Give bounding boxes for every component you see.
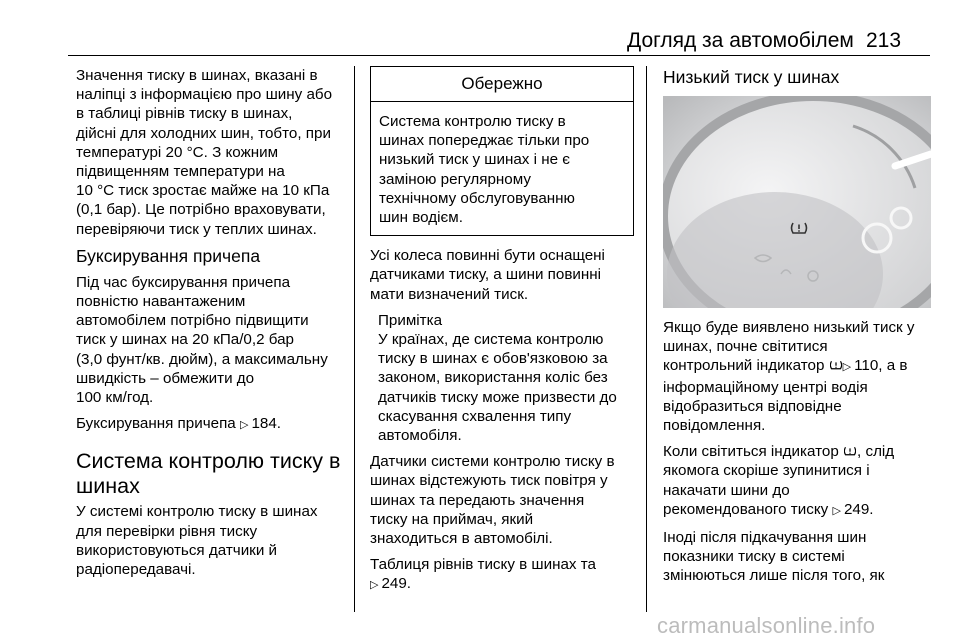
column-2	[370, 66, 634, 603]
column-1	[76, 66, 344, 586]
after-inflation-paragraph: Іноді після підкачування шин показники тиску в системі змінюються лише після того, як	[663, 529, 885, 585]
column-separator-1	[354, 66, 355, 612]
sensors-paragraph: Усі колеса повинні бути оснащені датчиками тиску, а шини повинні мати визначений тиск.	[370, 247, 605, 303]
intro-paragraph: Значення тиску в шинах, вказані в наліпці з інформацією про шину або в таблиці рівнів тиску в шинах, дійсні для холодних шин, тобто, при температурі 20 °C. З кожним підвищенням температури на 10 °C тиск зростає майже на 10 кПа (0,1 бар). Це потрібно враховувати, перевіряючи тиск у теплих шинах.	[76, 67, 333, 238]
header-rule	[68, 55, 930, 56]
caution-text: Система контролю тиску в шинах попереджає тільки про низький тиск у шинах і не є заміною регулярному технічному обслуговуванню шин водієм.	[379, 113, 590, 227]
towing-paragraph: Під час буксирування причепа повністю навантаженим автомобілем потрібно підвищити тиск у шинах на 20 кПа/0,2 бар (3,0 фунт/кв. дюйм), а максимальну швидкість – обмежити до 100 км/год.	[76, 273, 328, 407]
page-reference-triangle-icon	[832, 501, 843, 518]
note-title: Примітка	[378, 311, 443, 329]
page-reference-triangle-icon	[240, 415, 251, 432]
sensor-transmit-paragraph: Датчики системи контролю тиску в шинах відстежують тиск повітря у шинах та передають значення тиску на приймач, який знаходиться в автомобілі.	[370, 453, 615, 548]
towing-heading: Буксирування причепа	[76, 245, 261, 266]
page-header	[0, 0, 960, 56]
page-number: 213	[866, 29, 902, 52]
page-reference-triangle-icon	[370, 575, 381, 592]
instrument-cluster-illustration	[663, 96, 931, 308]
section-title: Догляд за автомобілем	[627, 29, 854, 52]
stop-and-inflate-paragraph: Коли світиться індикатор , слід якомога скоріше зупинитися і накачати шини до рекомендованого тиску ▷ 249.	[663, 442, 931, 521]
tire-pressure-warning-icon	[830, 359, 842, 371]
page-reference-triangle-icon	[843, 357, 854, 374]
tpms-heading: Система контролю тиску в шинах	[76, 449, 341, 499]
tire-pressure-warning-icon	[844, 445, 856, 457]
low-pressure-heading: Низький тиск у шинах	[663, 67, 840, 87]
column-separator-2	[646, 66, 647, 612]
low-pressure-paragraph: Якщо буде виявлено низький тиск у шинах, почне світитися контрольний індикатор ▷ 110, а в інформаційному центрі водія відобразиться відповідне повідомлення.	[663, 318, 931, 435]
tpms-paragraph: У системі контролю тиску в шинах для перевірки рівня тиску використовуються датчики й радіопередавачі.	[76, 503, 318, 579]
towing-reference[interactable]: Буксирування причепа ▷ 184.	[76, 414, 344, 435]
note-block	[370, 311, 634, 445]
watermark: carmanualsonline.info	[657, 613, 876, 638]
column-3	[663, 66, 931, 593]
caution-title: Обережно	[371, 67, 633, 102]
note-text: У країнах, де система контролю тиску в шинах є обов'язковою за законом, використання коліс без датчиків тиску може призвести до скасування схвалення типу автомобіля.	[378, 331, 617, 445]
caution-box	[370, 66, 634, 236]
table-reference[interactable]: Таблиця рівнів тиску в шинах та ▷ 249.	[370, 555, 634, 595]
